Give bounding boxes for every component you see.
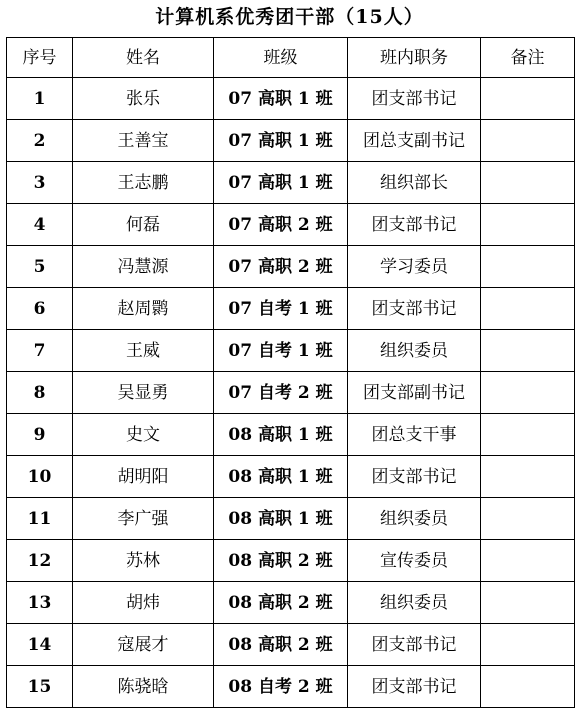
cell-note [481, 204, 575, 246]
cell-name: 王威 [73, 330, 214, 372]
cell-name: 苏林 [73, 540, 214, 582]
cell-class: 07 自考 1 班 [214, 288, 348, 330]
cell-note [481, 246, 575, 288]
cell-name: 胡炜 [73, 582, 214, 624]
cell-class: 08 高职 1 班 [214, 414, 348, 456]
table-row [7, 372, 575, 414]
table-row [7, 330, 575, 372]
cell-role: 团支部书记 [348, 456, 481, 498]
table-row [7, 582, 575, 624]
cell-name: 王善宝 [73, 120, 214, 162]
cell-note [481, 162, 575, 204]
cell-class: 08 自考 2 班 [214, 666, 348, 708]
cell-role: 组织委员 [348, 582, 481, 624]
cell-note [481, 78, 575, 120]
cell-role: 团支部书记 [348, 666, 481, 708]
cell-role: 团总支干事 [348, 414, 481, 456]
table-row [7, 414, 575, 456]
cell-name: 张乐 [73, 78, 214, 120]
cell-name: 吴显勇 [73, 372, 214, 414]
header-number: 序号 [7, 38, 73, 78]
cell-class: 07 高职 2 班 [214, 204, 348, 246]
cell-note [481, 372, 575, 414]
cell-number: 9 [7, 414, 73, 456]
table-row [7, 246, 575, 288]
table-row [7, 162, 575, 204]
cell-class: 07 高职 1 班 [214, 120, 348, 162]
cell-class: 07 自考 1 班 [214, 330, 348, 372]
cell-number: 15 [7, 666, 73, 708]
cell-number: 3 [7, 162, 73, 204]
cell-class: 07 自考 2 班 [214, 372, 348, 414]
cell-name: 寇展才 [73, 624, 214, 666]
cell-note [481, 582, 575, 624]
cell-number: 5 [7, 246, 73, 288]
cell-note [481, 666, 575, 708]
table-row [7, 204, 575, 246]
table-row [7, 498, 575, 540]
cell-class: 08 高职 2 班 [214, 540, 348, 582]
cell-role: 团支部书记 [348, 288, 481, 330]
cell-name: 李广强 [73, 498, 214, 540]
cell-class: 07 高职 2 班 [214, 246, 348, 288]
cell-class: 08 高职 2 班 [214, 624, 348, 666]
cell-class: 07 高职 1 班 [214, 162, 348, 204]
cell-number: 13 [7, 582, 73, 624]
cell-name: 何磊 [73, 204, 214, 246]
table-row [7, 540, 575, 582]
cell-name: 冯慧源 [73, 246, 214, 288]
cell-number: 2 [7, 120, 73, 162]
cell-number: 10 [7, 456, 73, 498]
table-header-row [7, 38, 575, 78]
cell-role: 团支部书记 [348, 204, 481, 246]
cell-role: 团总支副书记 [348, 120, 481, 162]
cell-role: 团支部副书记 [348, 372, 481, 414]
cell-name: 王志鹏 [73, 162, 214, 204]
cell-role: 组织委员 [348, 330, 481, 372]
table-row [7, 78, 575, 120]
table-row [7, 120, 575, 162]
cell-number: 4 [7, 204, 73, 246]
cadre-table [6, 37, 575, 708]
cell-role: 组织委员 [348, 498, 481, 540]
table-row [7, 624, 575, 666]
table-row [7, 288, 575, 330]
cell-role: 团支部书记 [348, 624, 481, 666]
cell-note [481, 414, 575, 456]
table-row [7, 666, 575, 708]
cell-number: 11 [7, 498, 73, 540]
header-role: 班内职务 [348, 38, 481, 78]
cell-class: 07 高职 1 班 [214, 78, 348, 120]
cell-note [481, 540, 575, 582]
cell-note [481, 456, 575, 498]
cell-name: 赵周鹮 [73, 288, 214, 330]
cell-note [481, 624, 575, 666]
cell-note [481, 330, 575, 372]
cell-number: 7 [7, 330, 73, 372]
document-title: 计算机系优秀团干部（15人） [155, 6, 424, 28]
cell-class: 08 高职 1 班 [214, 498, 348, 540]
cell-number: 12 [7, 540, 73, 582]
cell-name: 陈骁晗 [73, 666, 214, 708]
cell-number: 14 [7, 624, 73, 666]
cell-number: 1 [7, 78, 73, 120]
cell-note [481, 288, 575, 330]
cell-name: 胡明阳 [73, 456, 214, 498]
cell-class: 08 高职 2 班 [214, 582, 348, 624]
cell-class: 08 高职 1 班 [214, 456, 348, 498]
cell-note [481, 498, 575, 540]
cell-note [481, 120, 575, 162]
cell-role: 组织部长 [348, 162, 481, 204]
cell-number: 8 [7, 372, 73, 414]
table-row [7, 456, 575, 498]
cell-name: 史文 [73, 414, 214, 456]
cell-role: 学习委员 [348, 246, 481, 288]
cell-role: 宣传委员 [348, 540, 481, 582]
header-name: 姓名 [73, 38, 214, 78]
header-class: 班级 [214, 38, 348, 78]
cell-number: 6 [7, 288, 73, 330]
header-note: 备注 [481, 38, 575, 78]
cell-role: 团支部书记 [348, 78, 481, 120]
